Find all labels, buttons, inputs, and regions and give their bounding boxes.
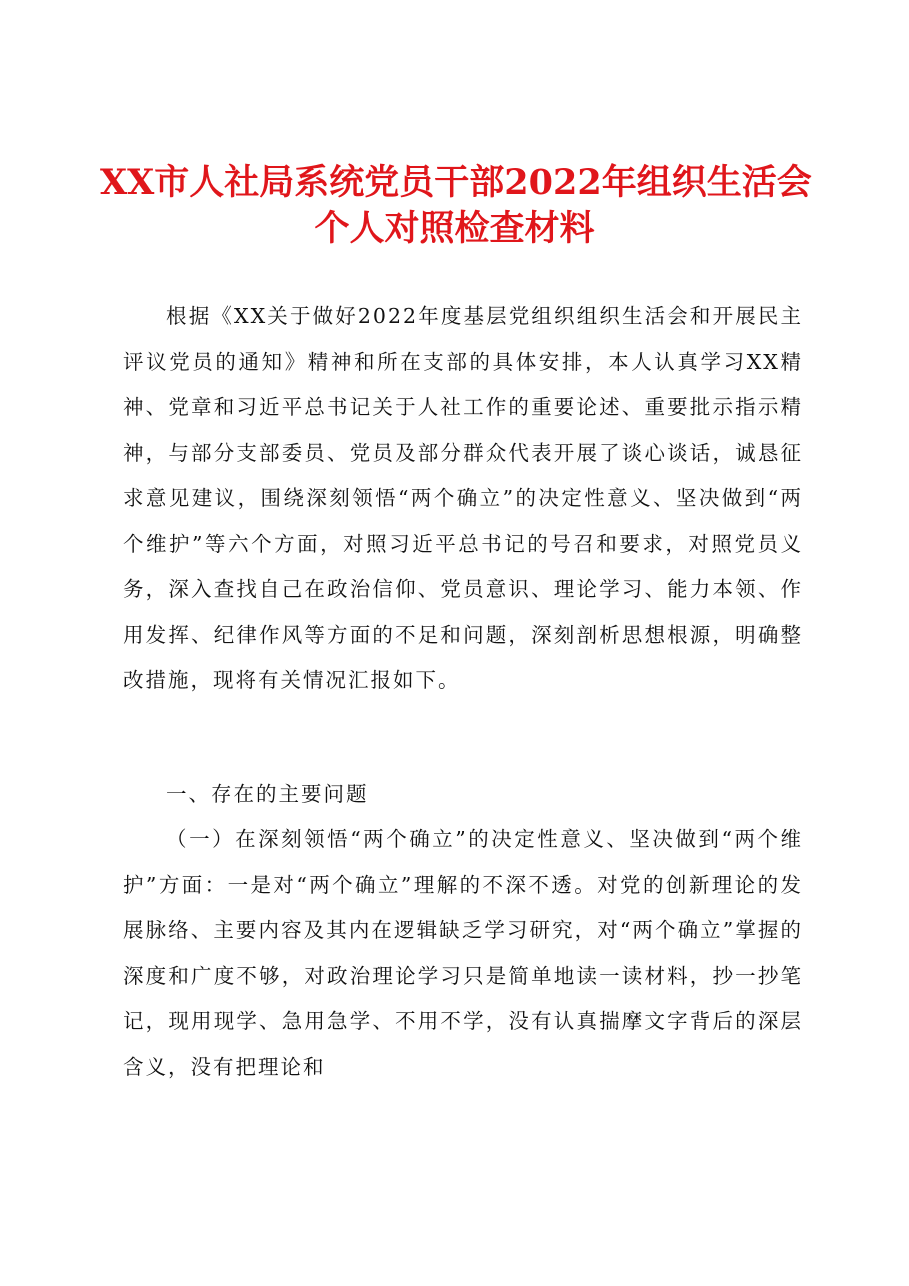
document-title-line1: XX市人社局系统党员干部2022年组织生活会 [100,162,812,203]
problem-paragraph: （一）在深刻领悟“两个确立”的决定性意义、坚决做到“两个维护”方面：一是对“两个确立”理解的不深不透。对党的创新理论的发展脉络、主要内容及其内在逻辑缺乏学习研究，对“两个确立”掌握的深度和广度不够，对政治理论学习只是简单地读一读材料，抄一抄笔记，现用现学、急用急学、不用不学，没有认真揣摩文字背后的深层含义，没有把理论和 [123,827,803,1079]
document-title-line2: 个人对照检查材料 [314,208,595,249]
intro-paragraph: 根据《XX关于做好2022年度基层党组织组织生活会和开展民主评议党员的通知》精神和所在支部的具体安排，本人认真学习XX精神、党章和习近平总书记关于人社工作的重要论述、重要批示指示精神，与部分支部委员、党员及部分群众代表开展了谈心谈话，诚恳征求意见建议，围绕深刻领悟“两个确立”的决定性意义、坚决做到“两个维护”等六个方面，对照习近平总书记的号召和要求，对照党员义务，深入查找自己在政治信仰、党员意识、理论学习、能力本领、作用发挥、纪律作风等方面的不足和问题，深刻剖析思想根源，明确整改措施，现将有关情况汇报如下。 [123,304,803,692]
section-heading: 一、存在的主要问题 [166,782,369,806]
